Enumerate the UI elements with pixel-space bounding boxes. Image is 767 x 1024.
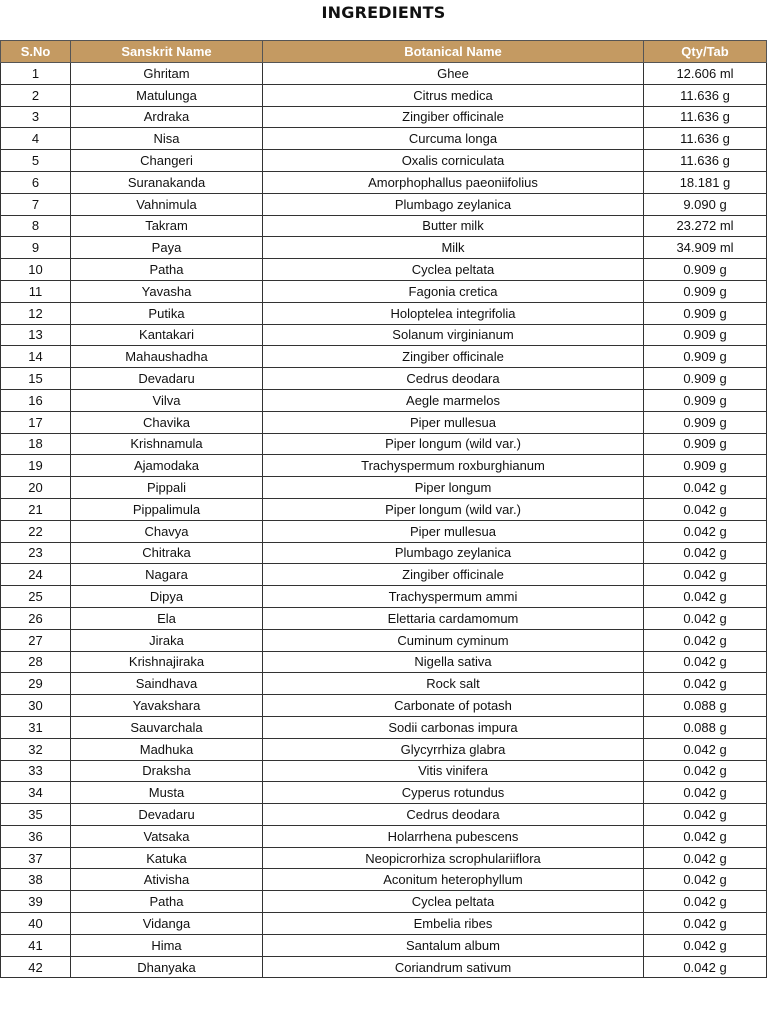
cell-sanskrit-name: Dipya: [71, 586, 263, 608]
cell-sanskrit-name: Ghritam: [71, 63, 263, 85]
cell-sanskrit-name: Yavakshara: [71, 695, 263, 717]
cell-qty-tab: 0.042 g: [644, 760, 767, 782]
table-row: [1, 433, 767, 455]
table-row: [1, 542, 767, 564]
page-title: INGREDIENTS: [321, 3, 446, 22]
cell-sanskrit-name: Nagara: [71, 564, 263, 586]
cell-sno: 41: [1, 934, 71, 956]
cell-sanskrit-name: Vidanga: [71, 913, 263, 935]
table-row: [1, 280, 767, 302]
cell-sanskrit-name: Krishnajiraka: [71, 651, 263, 673]
cell-sno: 12: [1, 302, 71, 324]
cell-qty-tab: 0.088 g: [644, 716, 767, 738]
cell-qty-tab: 0.909 g: [644, 259, 767, 281]
cell-qty-tab: 0.909 g: [644, 302, 767, 324]
cell-qty-tab: 0.042 g: [644, 782, 767, 804]
table-row: [1, 193, 767, 215]
table-row: [1, 477, 767, 499]
cell-qty-tab: 9.090 g: [644, 193, 767, 215]
cell-botanical-name: Butter milk: [263, 215, 644, 237]
header-botanical-name: Botanical Name: [263, 41, 644, 63]
header-sanskrit-name: Sanskrit Name: [71, 41, 263, 63]
cell-qty-tab: 0.042 g: [644, 607, 767, 629]
cell-sanskrit-name: Patha: [71, 259, 263, 281]
cell-sanskrit-name: Chavya: [71, 520, 263, 542]
cell-qty-tab: 0.909 g: [644, 368, 767, 390]
cell-sno: 32: [1, 738, 71, 760]
cell-sno: 35: [1, 804, 71, 826]
cell-sanskrit-name: Madhuka: [71, 738, 263, 760]
table-row: [1, 695, 767, 717]
cell-sanskrit-name: Kantakari: [71, 324, 263, 346]
cell-qty-tab: 0.042 g: [644, 825, 767, 847]
cell-botanical-name: Trachyspermum ammi: [263, 586, 644, 608]
cell-sanskrit-name: Draksha: [71, 760, 263, 782]
cell-qty-tab: 0.909 g: [644, 324, 767, 346]
cell-botanical-name: Holarrhena pubescens: [263, 825, 644, 847]
cell-botanical-name: Ghee: [263, 63, 644, 85]
cell-qty-tab: 0.042 g: [644, 542, 767, 564]
cell-qty-tab: 0.042 g: [644, 520, 767, 542]
cell-qty-tab: 34.909 ml: [644, 237, 767, 259]
cell-sno: 28: [1, 651, 71, 673]
cell-sanskrit-name: Pippalimula: [71, 498, 263, 520]
cell-botanical-name: Piper longum (wild var.): [263, 498, 644, 520]
cell-sno: 38: [1, 869, 71, 891]
cell-qty-tab: 0.042 g: [644, 586, 767, 608]
table-row: [1, 150, 767, 172]
cell-sno: 31: [1, 716, 71, 738]
cell-botanical-name: Plumbago zeylanica: [263, 542, 644, 564]
cell-qty-tab: 0.042 g: [644, 891, 767, 913]
cell-botanical-name: Cedrus deodara: [263, 804, 644, 826]
cell-qty-tab: 11.636 g: [644, 106, 767, 128]
cell-botanical-name: Plumbago zeylanica: [263, 193, 644, 215]
cell-botanical-name: Neopicrorhiza scrophulariiflora: [263, 847, 644, 869]
cell-qty-tab: 0.042 g: [644, 629, 767, 651]
cell-sno: 11: [1, 280, 71, 302]
cell-qty-tab: 11.636 g: [644, 150, 767, 172]
cell-sanskrit-name: Ardraka: [71, 106, 263, 128]
cell-sno: 16: [1, 389, 71, 411]
cell-sno: 6: [1, 171, 71, 193]
cell-qty-tab: 0.042 g: [644, 847, 767, 869]
cell-sanskrit-name: Chitraka: [71, 542, 263, 564]
table-row: [1, 825, 767, 847]
cell-sanskrit-name: Yavasha: [71, 280, 263, 302]
cell-botanical-name: Solanum virginianum: [263, 324, 644, 346]
cell-qty-tab: 11.636 g: [644, 128, 767, 150]
cell-botanical-name: Cyclea peltata: [263, 891, 644, 913]
cell-sanskrit-name: Devadaru: [71, 804, 263, 826]
cell-sno: 25: [1, 586, 71, 608]
cell-botanical-name: Sodii carbonas impura: [263, 716, 644, 738]
cell-botanical-name: Fagonia cretica: [263, 280, 644, 302]
table-row: [1, 63, 767, 85]
cell-botanical-name: Rock salt: [263, 673, 644, 695]
cell-qty-tab: 0.909 g: [644, 280, 767, 302]
cell-botanical-name: Aegle marmelos: [263, 389, 644, 411]
table-row: [1, 215, 767, 237]
cell-qty-tab: 0.042 g: [644, 564, 767, 586]
cell-sno: 27: [1, 629, 71, 651]
table-row: [1, 956, 767, 978]
cell-sanskrit-name: Krishnamula: [71, 433, 263, 455]
table-row: [1, 913, 767, 935]
table-row: [1, 673, 767, 695]
cell-sanskrit-name: Mahaushadha: [71, 346, 263, 368]
cell-sanskrit-name: Paya: [71, 237, 263, 259]
table-row: [1, 128, 767, 150]
table-row: [1, 455, 767, 477]
cell-qty-tab: 0.042 g: [644, 651, 767, 673]
cell-sno: 24: [1, 564, 71, 586]
table-row: [1, 237, 767, 259]
cell-qty-tab: 0.909 g: [644, 455, 767, 477]
cell-sno: 29: [1, 673, 71, 695]
cell-qty-tab: 18.181 g: [644, 171, 767, 193]
cell-sno: 36: [1, 825, 71, 847]
cell-sanskrit-name: Saindhava: [71, 673, 263, 695]
cell-sanskrit-name: Sauvarchala: [71, 716, 263, 738]
cell-botanical-name: Embelia ribes: [263, 913, 644, 935]
cell-botanical-name: Carbonate of potash: [263, 695, 644, 717]
cell-qty-tab: 0.909 g: [644, 411, 767, 433]
cell-sno: 10: [1, 259, 71, 281]
cell-sanskrit-name: Putika: [71, 302, 263, 324]
cell-botanical-name: Piper mullesua: [263, 411, 644, 433]
cell-sno: 14: [1, 346, 71, 368]
cell-sno: 17: [1, 411, 71, 433]
table-row: [1, 346, 767, 368]
cell-qty-tab: 0.042 g: [644, 869, 767, 891]
table-row: [1, 302, 767, 324]
cell-sno: 18: [1, 433, 71, 455]
table-row: [1, 847, 767, 869]
cell-sanskrit-name: Suranakanda: [71, 171, 263, 193]
cell-sanskrit-name: Katuka: [71, 847, 263, 869]
cell-qty-tab: 0.042 g: [644, 477, 767, 499]
table-row: [1, 716, 767, 738]
cell-botanical-name: Santalum album: [263, 934, 644, 956]
cell-sno: 42: [1, 956, 71, 978]
table-row: [1, 106, 767, 128]
table-body: [1, 63, 767, 978]
ingredients-table: [0, 40, 767, 978]
table-row: [1, 607, 767, 629]
cell-botanical-name: Piper mullesua: [263, 520, 644, 542]
table-row: [1, 651, 767, 673]
cell-qty-tab: 0.088 g: [644, 695, 767, 717]
cell-qty-tab: 0.042 g: [644, 804, 767, 826]
cell-sno: 37: [1, 847, 71, 869]
cell-qty-tab: 0.042 g: [644, 498, 767, 520]
table-row: [1, 629, 767, 651]
cell-botanical-name: Curcuma longa: [263, 128, 644, 150]
cell-sno: 13: [1, 324, 71, 346]
cell-sanskrit-name: Patha: [71, 891, 263, 913]
cell-sno: 20: [1, 477, 71, 499]
cell-sno: 33: [1, 760, 71, 782]
cell-sno: 23: [1, 542, 71, 564]
cell-botanical-name: Glycyrrhiza glabra: [263, 738, 644, 760]
cell-sanskrit-name: Matulunga: [71, 84, 263, 106]
cell-sanskrit-name: Pippali: [71, 477, 263, 499]
cell-sanskrit-name: Ativisha: [71, 869, 263, 891]
cell-sno: 2: [1, 84, 71, 106]
cell-botanical-name: Zingiber officinale: [263, 346, 644, 368]
cell-qty-tab: 0.909 g: [644, 433, 767, 455]
table-row: [1, 324, 767, 346]
cell-sanskrit-name: Changeri: [71, 150, 263, 172]
cell-sno: 40: [1, 913, 71, 935]
cell-sanskrit-name: Dhanyaka: [71, 956, 263, 978]
table-row: [1, 586, 767, 608]
cell-qty-tab: 0.042 g: [644, 934, 767, 956]
cell-sno: 5: [1, 150, 71, 172]
cell-botanical-name: Amorphophallus paeoniifolius: [263, 171, 644, 193]
cell-botanical-name: Milk: [263, 237, 644, 259]
cell-sno: 15: [1, 368, 71, 390]
header-qty-tab: Qty/Tab: [644, 41, 767, 63]
cell-qty-tab: 11.636 g: [644, 84, 767, 106]
cell-sanskrit-name: Hima: [71, 934, 263, 956]
cell-sno: 30: [1, 695, 71, 717]
cell-botanical-name: Nigella sativa: [263, 651, 644, 673]
cell-botanical-name: Elettaria cardamomum: [263, 607, 644, 629]
cell-botanical-name: Piper longum (wild var.): [263, 433, 644, 455]
cell-botanical-name: Cyperus rotundus: [263, 782, 644, 804]
cell-sanskrit-name: Ela: [71, 607, 263, 629]
cell-botanical-name: Citrus medica: [263, 84, 644, 106]
cell-qty-tab: 23.272 ml: [644, 215, 767, 237]
cell-qty-tab: 0.042 g: [644, 913, 767, 935]
table-row: [1, 498, 767, 520]
cell-sanskrit-name: Vilva: [71, 389, 263, 411]
table-row: [1, 891, 767, 913]
table-row: [1, 259, 767, 281]
cell-sanskrit-name: Chavika: [71, 411, 263, 433]
table-row: [1, 171, 767, 193]
table-row: [1, 869, 767, 891]
cell-qty-tab: 0.909 g: [644, 389, 767, 411]
cell-sno: 1: [1, 63, 71, 85]
cell-sanskrit-name: Nisa: [71, 128, 263, 150]
cell-botanical-name: Piper longum: [263, 477, 644, 499]
cell-botanical-name: Zingiber officinale: [263, 106, 644, 128]
cell-botanical-name: Coriandrum sativum: [263, 956, 644, 978]
table-row: [1, 520, 767, 542]
cell-botanical-name: Holoptelea integrifolia: [263, 302, 644, 324]
cell-sanskrit-name: Jiraka: [71, 629, 263, 651]
table-row: [1, 411, 767, 433]
table-row: [1, 368, 767, 390]
cell-sno: 9: [1, 237, 71, 259]
cell-botanical-name: Oxalis corniculata: [263, 150, 644, 172]
cell-botanical-name: Zingiber officinale: [263, 564, 644, 586]
cell-qty-tab: 12.606 ml: [644, 63, 767, 85]
cell-sno: 4: [1, 128, 71, 150]
table-row: [1, 934, 767, 956]
cell-sno: 22: [1, 520, 71, 542]
header-sno: S.No: [1, 41, 71, 63]
table-header-row: [1, 41, 767, 63]
cell-sanskrit-name: Vahnimula: [71, 193, 263, 215]
cell-sno: 3: [1, 106, 71, 128]
table-row: [1, 760, 767, 782]
cell-botanical-name: Cuminum cyminum: [263, 629, 644, 651]
cell-botanical-name: Vitis vinifera: [263, 760, 644, 782]
cell-sanskrit-name: Devadaru: [71, 368, 263, 390]
cell-sno: 7: [1, 193, 71, 215]
cell-sno: 19: [1, 455, 71, 477]
cell-sanskrit-name: Ajamodaka: [71, 455, 263, 477]
table-row: [1, 782, 767, 804]
cell-qty-tab: 0.042 g: [644, 956, 767, 978]
cell-sno: 8: [1, 215, 71, 237]
cell-sno: 21: [1, 498, 71, 520]
cell-qty-tab: 0.042 g: [644, 738, 767, 760]
cell-sno: 26: [1, 607, 71, 629]
cell-sno: 34: [1, 782, 71, 804]
table-row: [1, 389, 767, 411]
cell-botanical-name: Cedrus deodara: [263, 368, 644, 390]
table-row: [1, 84, 767, 106]
cell-sanskrit-name: Musta: [71, 782, 263, 804]
cell-botanical-name: Trachyspermum roxburghianum: [263, 455, 644, 477]
table-row: [1, 738, 767, 760]
cell-qty-tab: 0.042 g: [644, 673, 767, 695]
cell-botanical-name: Aconitum heterophyllum: [263, 869, 644, 891]
table-row: [1, 564, 767, 586]
cell-qty-tab: 0.909 g: [644, 346, 767, 368]
cell-sno: 39: [1, 891, 71, 913]
table-row: [1, 804, 767, 826]
cell-sanskrit-name: Vatsaka: [71, 825, 263, 847]
cell-sanskrit-name: Takram: [71, 215, 263, 237]
cell-botanical-name: Cyclea peltata: [263, 259, 644, 281]
